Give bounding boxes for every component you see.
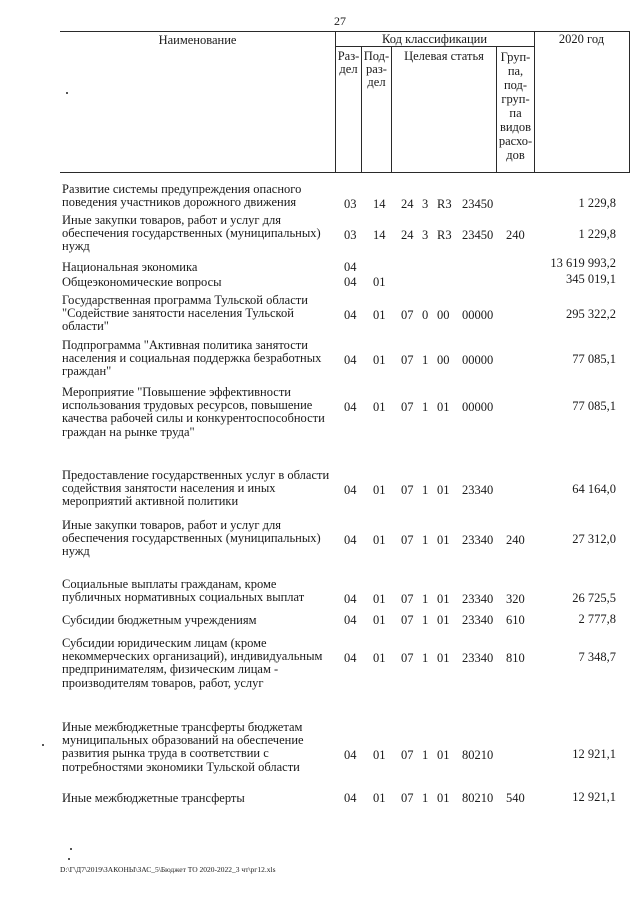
code-pr: 01 [373,613,386,627]
row-name: Иные межбюджетные трансферты бюджетам муниципальных образований на обеспечение развития рынка труда в соответствии с потребностями экономики Тульской области [62,720,304,774]
code-t4: 00000 [462,308,494,323]
row-amount: 13 619 993,2 [550,256,616,270]
row-name: Общеэкономические вопросы [62,275,222,289]
code-rz: 04 [344,400,357,415]
code-t1: 07 [401,533,414,548]
code-t2: 1 [422,651,429,666]
row-amount: 1 229,8 [578,196,616,211]
code-t1: 24 [401,228,414,243]
code-vr: 240 [506,533,525,548]
header-expense-group: Груп- па, под- груп- па видов расхо- дов [498,50,533,162]
row-amount: 12 921,1 [572,790,616,804]
row-name: Подпрограмма "Активная политика занятости населения и социальная поддержка безработных граждан" [62,338,322,379]
row-amount: 27 312,0 [572,532,616,547]
row-amount: 12 921,1 [572,747,616,762]
row-name: Субсидии бюджетным учреждениям [62,613,257,627]
header-razdel: Раз- дел [337,49,360,77]
code-pr: 01 [373,533,386,548]
code-t4: 23340 [462,651,494,666]
code-vr: 610 [506,613,525,627]
code-pr: 01 [373,651,386,666]
code-rz: 04 [344,353,357,368]
code-t2: 1 [422,533,429,548]
code-t1: 07 [401,483,414,498]
code-pr: 01 [373,400,386,415]
code-rz: 04 [344,791,357,805]
code-t3: 00 [437,308,450,323]
code-vr: 320 [506,592,525,607]
row-name: Предоставление государственных услуг в области содействия занятости населения и иных мероприятий активной политики [62,468,330,509]
code-rz: 04 [344,308,357,323]
header-podrazdel: Под- раз- дел [363,49,390,90]
code-t3: 01 [437,613,450,627]
page-number: 27 [334,14,346,28]
code-t3: 01 [437,651,450,666]
code-t2: 1 [422,353,429,368]
code-t1: 07 [401,400,414,415]
code-t2: 1 [422,748,429,763]
code-pr: 01 [373,748,386,763]
code-t4: 80210 [462,748,494,763]
code-t3: 01 [437,400,450,415]
code-t2: 1 [422,483,429,498]
code-t4: 23340 [462,483,494,498]
row-amount: 1 229,8 [578,227,616,242]
row-amount: 77 085,1 [572,399,616,414]
code-rz: 03 [344,228,357,243]
code-t4: 23340 [462,533,494,548]
code-rz: 04 [344,275,357,289]
header-name: Наименование [158,33,237,47]
code-t3: 01 [437,791,450,805]
code-t4: 23340 [462,592,494,607]
code-pr: 01 [373,308,386,323]
row-name: Мероприятие "Повышение эффективности использования трудовых ресурсов, повышение качества рабочей силы и конкурентоспособности граждан на рынке труда" [62,385,325,439]
code-t1: 07 [401,613,414,627]
row-amount: 64 164,0 [572,482,616,497]
row-amount: 26 725,5 [572,591,616,606]
code-pr: 01 [373,592,386,607]
row-amount: 2 777,8 [578,612,616,626]
code-t3: 01 [437,592,450,607]
code-t2: 3 [422,228,429,243]
code-t1: 24 [401,197,414,212]
code-t1: 07 [401,748,414,763]
code-t1: 07 [401,592,414,607]
code-t4: 80210 [462,791,494,805]
code-rz: 04 [344,260,357,274]
code-pr: 01 [373,483,386,498]
row-name: Социальные выплаты гражданам, кроме публичных нормативных социальных выплат [62,577,305,605]
code-vr: 240 [506,228,525,243]
code-t4: 23450 [462,228,494,243]
code-t2: 0 [422,308,429,323]
code-rz: 04 [344,592,357,607]
code-t2: 3 [422,197,429,212]
code-rz: 04 [344,533,357,548]
code-pr: 14 [373,228,386,243]
code-rz: 04 [344,748,357,763]
code-t4: 23340 [462,613,494,627]
code-rz: 04 [344,613,357,627]
row-name: Иные закупки товаров, работ и услуг для обеспечения государственных (муниципальных) нужд [62,518,321,559]
row-amount: 345 019,1 [566,272,616,286]
code-t3: R3 [437,197,452,212]
code-vr: 810 [506,651,525,666]
code-pr: 01 [373,791,386,805]
header-code-classification: Код классификации [381,32,488,46]
row-name: Национальная экономика [62,260,198,274]
code-t1: 07 [401,651,414,666]
code-pr: 01 [373,275,386,289]
row-name: Государственная программа Тульской области "Содействие занятости населения Тульской области" [62,293,308,334]
code-t2: 1 [422,400,429,415]
code-t4: 00000 [462,400,494,415]
code-t3: 00 [437,353,450,368]
code-t4: 00000 [462,353,494,368]
code-t2: 1 [422,613,429,627]
row-name: Субсидии юридическим лицам (кроме некоммерческих организаций), индивидуальным предпринимателям, физическим лицам - производителям товаров, работ, услуг [62,636,323,690]
row-name: Развитие системы предупреждения опасного поведения участников дорожного движения [62,182,302,210]
code-t4: 23450 [462,197,494,212]
code-t3: 01 [437,483,450,498]
code-t2: 1 [422,791,429,805]
code-t1: 07 [401,308,414,323]
code-rz: 04 [344,483,357,498]
row-amount: 295 322,2 [566,307,616,322]
code-rz: 04 [344,651,357,666]
row-amount: 77 085,1 [572,352,616,367]
row-name: Иные закупки товаров, работ и услуг для обеспечения государственных (муниципальных) нужд [62,213,321,254]
file-path-footer: D:\Г\Д7\2019\ЗАКОНЫ\ЗАС_5\Бюджет ТО 2020-2022_3 чт\рг12.xls [60,865,276,874]
row-amount: 7 348,7 [578,650,616,665]
code-t1: 07 [401,353,414,368]
header-target-article: Целевая статья [404,49,484,63]
code-vr: 540 [506,791,525,805]
code-t3: 01 [437,533,450,548]
row-name: Иные межбюджетные трансферты [62,791,245,805]
code-pr: 14 [373,197,386,212]
code-pr: 01 [373,353,386,368]
code-t2: 1 [422,592,429,607]
header-year: 2020 год [558,32,605,46]
code-t3: R3 [437,228,452,243]
code-t3: 01 [437,748,450,763]
code-rz: 03 [344,197,357,212]
code-t1: 07 [401,791,414,805]
